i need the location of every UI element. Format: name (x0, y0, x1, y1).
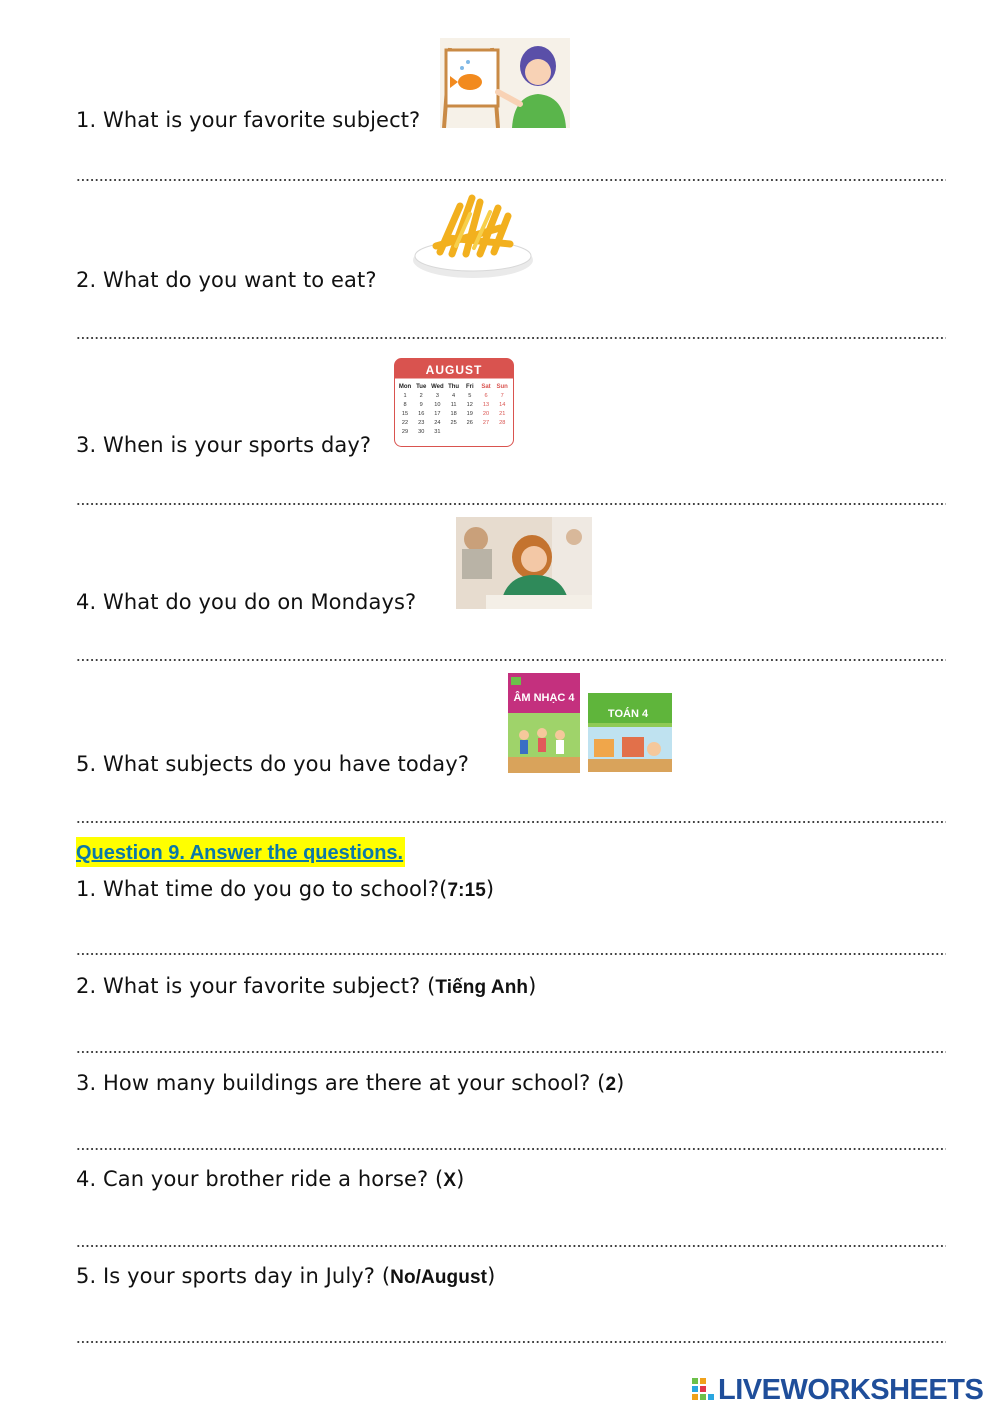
students-writing-image (456, 517, 592, 609)
section-heading: Question 9. Answer the questions. (76, 837, 405, 867)
math-book-title: TOÁN 4 (607, 708, 649, 720)
calendar-date: 28 (499, 420, 506, 426)
calendar-date: 30 (418, 429, 425, 435)
calendar-date: 16 (418, 411, 425, 417)
brand-name: LIVEWORKSHEETS (718, 1373, 984, 1406)
answer-line-9-4[interactable] (76, 1244, 946, 1248)
hint-buildings: 2 (605, 1074, 617, 1095)
calendar-date: 26 (466, 420, 473, 426)
liveworksheets-logo[interactable] (692, 1373, 984, 1406)
calendar-date: 8 (403, 402, 407, 408)
music-book-title: ÂM NHẠC 4 (513, 692, 575, 704)
answer-line-9-5[interactable] (76, 1340, 946, 1344)
calendar-date: 9 (419, 402, 423, 408)
calendar-date: 6 (484, 393, 488, 399)
calendar-date: 19 (466, 411, 473, 417)
calendar-day-label: Sun (496, 384, 508, 390)
answer-line-4[interactable] (76, 658, 946, 662)
answer-line-9-2[interactable] (76, 1050, 946, 1054)
answer-line-5[interactable] (76, 820, 946, 824)
calendar-month: AUGUST (425, 363, 483, 377)
calendar-date: 12 (466, 402, 473, 408)
calendar-date: 27 (482, 420, 490, 426)
calendar-date: 21 (499, 411, 506, 417)
calendar-date: 15 (401, 411, 409, 417)
calendar-date: 4 (452, 393, 456, 399)
question-3-text: 3. When is your sports day? (76, 433, 372, 457)
girl-painting-image (440, 38, 570, 128)
answer-line-2[interactable] (76, 336, 946, 340)
liveworksheets-icon (692, 1378, 714, 1402)
answer-line-3[interactable] (76, 502, 946, 506)
question-9-1: 1. What time do you go to school?(7:15) (76, 877, 495, 901)
answer-line-9-3[interactable] (76, 1147, 946, 1151)
august-calendar-image (394, 358, 514, 447)
calendar-day-label: Wed (431, 384, 444, 390)
hint-horse: X (443, 1170, 457, 1191)
calendar-date: 29 (401, 429, 409, 435)
hint-sports-day: No/August (390, 1267, 488, 1288)
calendar-date: 5 (468, 393, 472, 399)
calendar-date: 17 (434, 411, 441, 417)
music-book-image (508, 673, 580, 773)
calendar-date: 23 (418, 420, 425, 426)
calendar-day-label: Tue (416, 384, 427, 390)
calendar-date: 14 (499, 402, 506, 408)
question-5-text: 5. What subjects do you have today? (76, 752, 469, 776)
calendar-date: 18 (450, 411, 457, 417)
answer-line-1[interactable] (76, 178, 946, 182)
calendar-day-label: Sat (481, 384, 491, 390)
calendar-date: 7 (500, 393, 504, 399)
question-2-text: 2. What do you want to eat? (76, 268, 377, 292)
calendar-date: 22 (401, 420, 409, 426)
french-fries-image (410, 188, 536, 280)
calendar-date: 31 (434, 429, 441, 435)
hint-time: 7:15 (447, 880, 486, 901)
calendar-date: 10 (434, 402, 441, 408)
calendar-date: 2 (419, 393, 423, 399)
question-9-5: 5. Is your sports day in July? (No/August) (76, 1264, 496, 1288)
calendar-date: 20 (482, 411, 490, 417)
question-1-text: 1. What is your favorite subject? (76, 108, 421, 132)
calendar-date: 13 (482, 402, 490, 408)
calendar-day-label: Thu (448, 384, 460, 390)
question-4-text: 4. What do you do on Mondays? (76, 590, 417, 614)
question-9-4: 4. Can your brother ride a horse? (X) (76, 1167, 465, 1191)
calendar-date: 3 (435, 393, 439, 399)
calendar-date: 24 (434, 420, 441, 426)
calendar-date: 25 (450, 420, 457, 426)
calendar-day-label: Mon (398, 384, 412, 390)
answer-line-9-1[interactable] (76, 952, 946, 956)
question-9-2: 2. What is your favorite subject? (Tiếng Anh) (76, 974, 537, 998)
math-book-image (588, 693, 672, 772)
calendar-date: 11 (450, 402, 457, 408)
calendar-day-label: Fri (465, 384, 474, 390)
hint-subject: Tiếng Anh (435, 977, 529, 998)
calendar-date: 1 (403, 393, 407, 399)
question-9-3: 3. How many buildings are there at your school? (2) (76, 1071, 625, 1095)
